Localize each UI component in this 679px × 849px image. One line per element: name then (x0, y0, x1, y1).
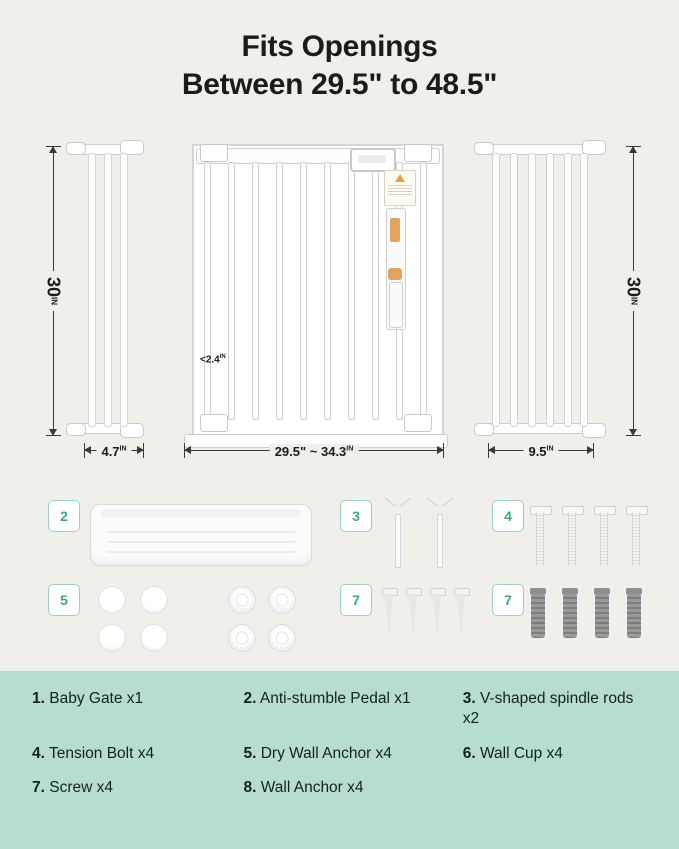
wall-anchor-2 (562, 588, 578, 640)
wall-anchor-3 (594, 588, 610, 640)
legend-item-8 (243, 778, 462, 798)
left-extension-panel (80, 144, 140, 434)
wall-cup-1 (228, 586, 256, 614)
dry-wall-anchor-3 (98, 624, 126, 652)
v-spindle-rod-2 (424, 506, 456, 566)
gate-handle[interactable] (350, 148, 396, 172)
part-badge-4: 4 (492, 500, 524, 532)
legend-item-2 (243, 689, 462, 730)
legend-item-6-text: Wall Cup x4 (479, 744, 563, 762)
title-line-1: Fits Openings (241, 30, 438, 63)
left-height-label: 30IN (43, 271, 64, 311)
legend-item-7-number: 7. (32, 779, 45, 797)
page-title (0, 28, 679, 105)
legend-item-5-text: Dry Wall Anchor x4 (260, 744, 392, 762)
legend-item-8-text: Wall Anchor x4 (260, 779, 364, 797)
screw-2 (406, 588, 420, 642)
legend-item-3 (463, 689, 647, 730)
legend-item-1 (32, 689, 243, 730)
legend-item-3-text: V-shaped spindle rods x2 (462, 690, 634, 728)
right-extension-panel (484, 144, 592, 434)
latch-indicator-lower (388, 268, 402, 280)
legend-row-2 (0, 744, 679, 764)
anti-stumble-pedal (90, 504, 312, 566)
top-spindle-knob-left (66, 142, 86, 155)
gate-dimension-diagram (0, 130, 679, 490)
legend-item-8-number: 8. (243, 779, 257, 797)
dry-wall-anchor-1 (98, 586, 126, 614)
legend-spacer (463, 778, 647, 798)
legend-item-6 (463, 744, 647, 764)
v-spindle-rod-1 (382, 506, 414, 566)
tension-bolt-1 (530, 506, 550, 566)
right-extension-width-label: $9.5^{IN}$ (523, 444, 558, 459)
legend-item-2-text: Anti-stumble Pedal x1 (259, 690, 411, 707)
legend-row-3 (0, 778, 679, 798)
parts-diagram (0, 486, 679, 671)
latch-indicator-upper (390, 218, 400, 242)
screw-4 (454, 588, 468, 642)
warning-sticker (384, 170, 416, 206)
title-line-2: Between 29.5" to 48.5" (181, 68, 498, 102)
dry-wall-anchor-4 (140, 624, 168, 652)
screw-3 (430, 588, 444, 642)
bottom-spindle-knob-left (66, 423, 86, 436)
legend-item-4-text: Tension Bolt x4 (48, 744, 155, 762)
gate-thickness-note: $<2.4^{IN}$ (200, 354, 226, 366)
part-badge-5: 5 (48, 584, 80, 616)
legend-item-3-number: 3. (462, 690, 476, 707)
bottom-spindle-knob-right (474, 423, 494, 436)
tension-bolt-2 (562, 506, 582, 566)
screw-1 (382, 588, 396, 642)
part-badge-7: 7 (492, 584, 524, 616)
gate-width-label: 29.5" ~ $34.3^{IN}$ (270, 444, 359, 459)
wall-anchor-1 (530, 588, 546, 640)
gate-latch-top (404, 144, 432, 162)
part-badge-6: 7 (340, 584, 372, 616)
legend-item-7-text: Screw x4 (49, 779, 113, 797)
legend-row-1 (0, 689, 679, 730)
tension-bolt-3 (594, 506, 614, 566)
legend-item-5-number: 5. (243, 744, 257, 762)
left-extension-width-dimension (84, 442, 144, 458)
gate-hinge-top (200, 144, 228, 162)
part-badge-2: 2 (48, 500, 80, 532)
legend-item-2-number: 2. (243, 690, 257, 707)
parts-legend (0, 671, 679, 849)
latch-lower-shaft (389, 282, 403, 328)
dry-wall-anchor-2 (140, 586, 168, 614)
legend-item-6-number: 6. (462, 744, 476, 762)
legend-item-5 (243, 744, 462, 764)
wall-cup-2 (268, 586, 296, 614)
wall-anchor-4 (626, 588, 642, 640)
right-height-label: 30IN (623, 271, 644, 311)
left-extension-width-label: $4.7^{IN}$ (96, 444, 131, 459)
wall-cup-4 (268, 624, 296, 652)
part-badge-3: 3 (340, 500, 372, 532)
tension-bolt-4 (626, 506, 646, 566)
legend-item-4-number: 4. (32, 744, 45, 762)
baby-gate-main-panel (192, 144, 444, 438)
legend-item-1-number: 1. (32, 690, 45, 707)
left-height-dimension (42, 146, 64, 436)
gate-width-dimension (184, 442, 444, 458)
legend-item-7 (32, 778, 243, 798)
legend-item-4 (32, 744, 243, 764)
gate-latch-bottom (404, 414, 432, 432)
right-height-dimension (622, 146, 644, 436)
gate-hinge-bottom (200, 414, 228, 432)
legend-item-1-text: Baby Gate x1 (49, 690, 144, 707)
top-spindle-knob-right (474, 142, 494, 155)
right-extension-width-dimension (488, 442, 594, 458)
wall-cup-3 (228, 624, 256, 652)
